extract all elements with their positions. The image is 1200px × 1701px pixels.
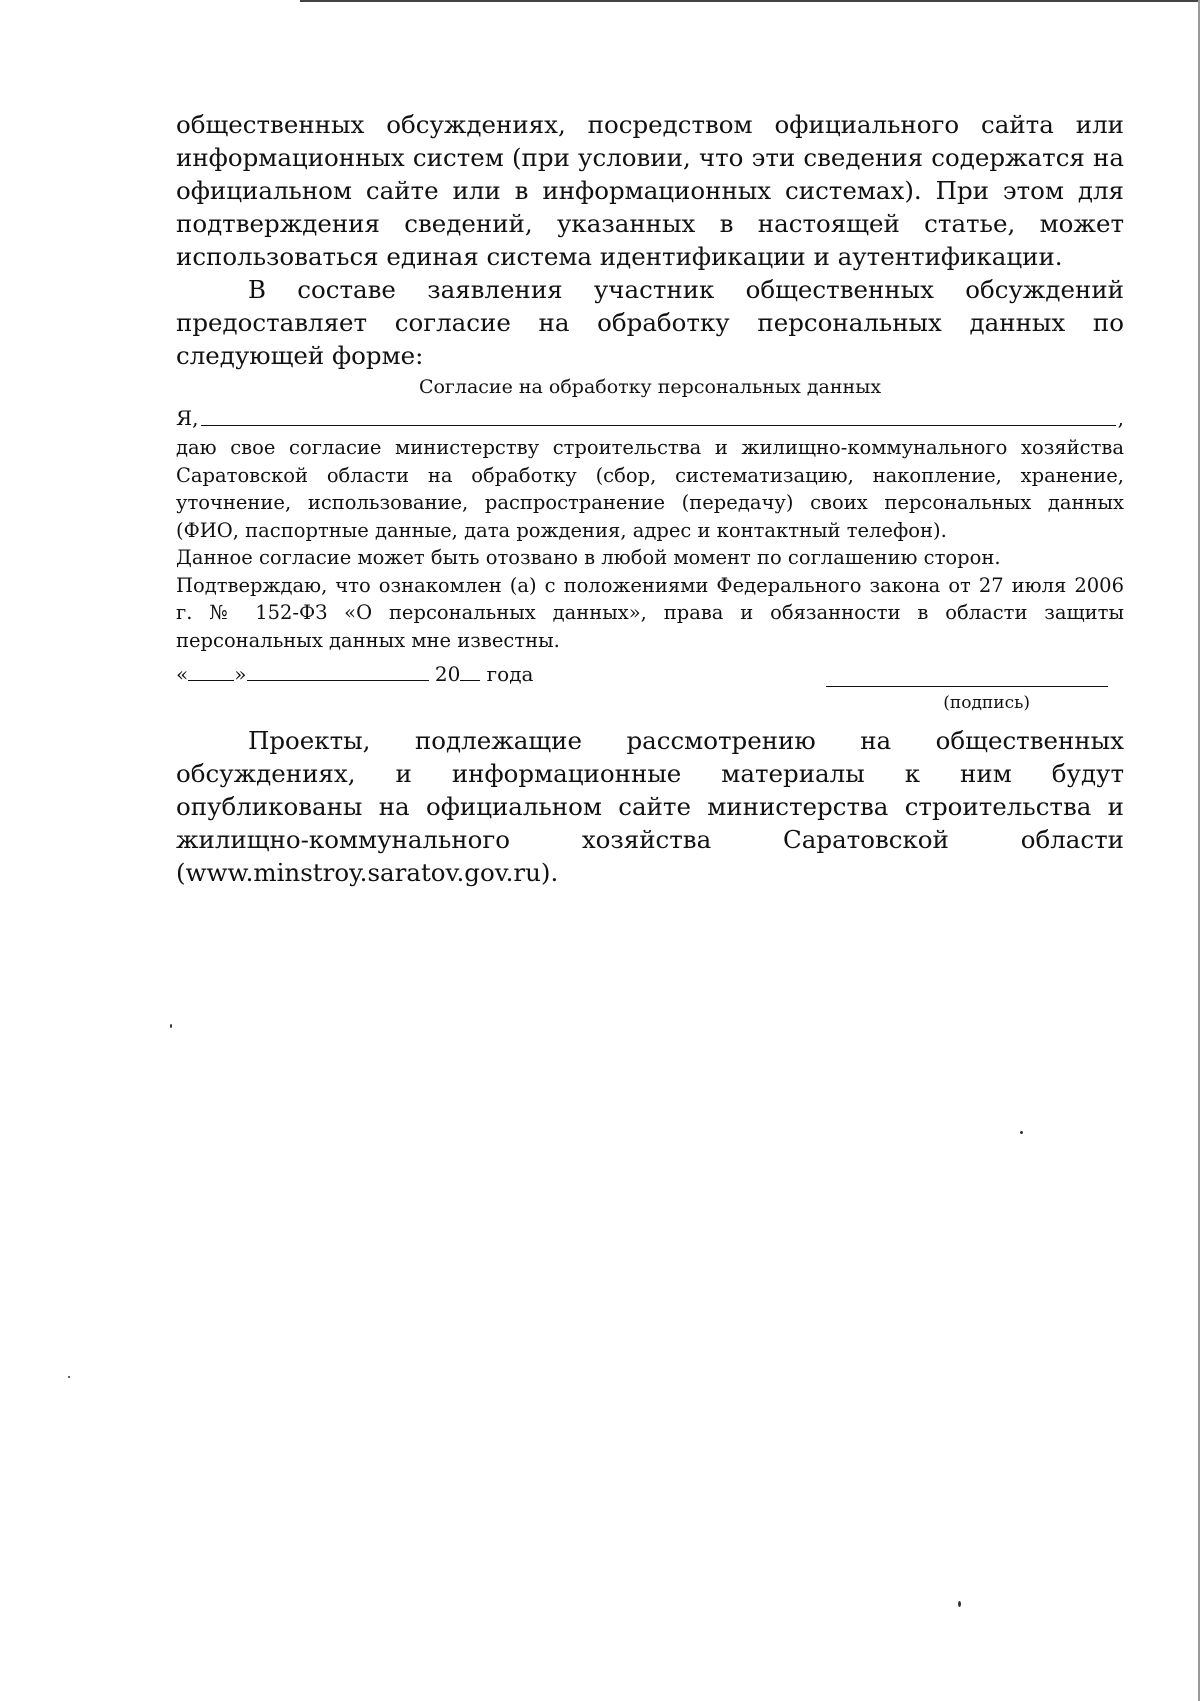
- consent-text: даю свое согласие министерству строительства и жилищно-коммунального хозяйства Саратовской области на обработку (сбор, систематизацию, накопление, хранение, уточнение, использование, распространение (передачу) своих персональных данных (ФИО, паспортные данные, дата рождения, адрес и контактный телефон).: [176, 436, 1124, 542]
- name-suffix: ,: [1117, 406, 1124, 430]
- revoke-text: Данное согласие может быть отозвано в любой момент по соглашению сторон.: [176, 546, 1001, 569]
- signature-line: [826, 686, 1108, 687]
- name-line: [176, 404, 1124, 432]
- year-blank: [460, 662, 480, 681]
- confirm-text: Подтверждаю, что ознакомлен (а) с положениями Федерального закона от 27 июля 2006 г. № 152-ФЗ «О персональных данных», права и обязанности в области защиты персональных данных мне известны.: [176, 573, 1124, 652]
- paragraph-consent-intro: В составе заявления участник общественных обсуждений предоставляет согласие на обработку персональных данных по следующей форме:: [176, 275, 1124, 370]
- signature-caption: (подпись): [943, 693, 1030, 713]
- date-close-quote: »: [234, 662, 247, 686]
- year-suffix: года: [486, 662, 534, 686]
- paragraph-continuation: общественных обсуждениях, посредством официального сайта или информационных систем (при условии, что эти сведения содержатся на официальном сайте или в информационных системах). При этом для подтверждения сведений, указанных в настоящей статье, может использоваться единая система идентификации и аутентификации.: [176, 110, 1124, 271]
- scan-speck: [68, 1376, 70, 1378]
- document-body: [176, 108, 1124, 889]
- year-prefix: 20: [434, 662, 461, 686]
- scan-speck: [170, 1024, 172, 1028]
- name-prefix: Я,: [176, 406, 199, 430]
- paragraph-publication: Проекты, подлежащие рассмотрению на общественных обсуждениях, и информационные материалы к ним будут опубликованы на официальном сайте министерства строительства и жилищно-коммунального хозяйства Саратовской области (www.minstroy.saratov.gov.ru).: [176, 726, 1124, 887]
- day-blank: [188, 662, 234, 681]
- scan-speck: [1020, 1131, 1023, 1134]
- month-blank: [247, 662, 429, 681]
- consent-form-title: Согласие на обработку персональных данных: [418, 376, 882, 398]
- scan-speck: [958, 1601, 961, 1607]
- name-blank: [201, 424, 1116, 426]
- scan-edge-top: [300, 0, 1200, 2]
- date-signature-row: [176, 660, 1124, 690]
- date-open-quote: «: [176, 662, 189, 686]
